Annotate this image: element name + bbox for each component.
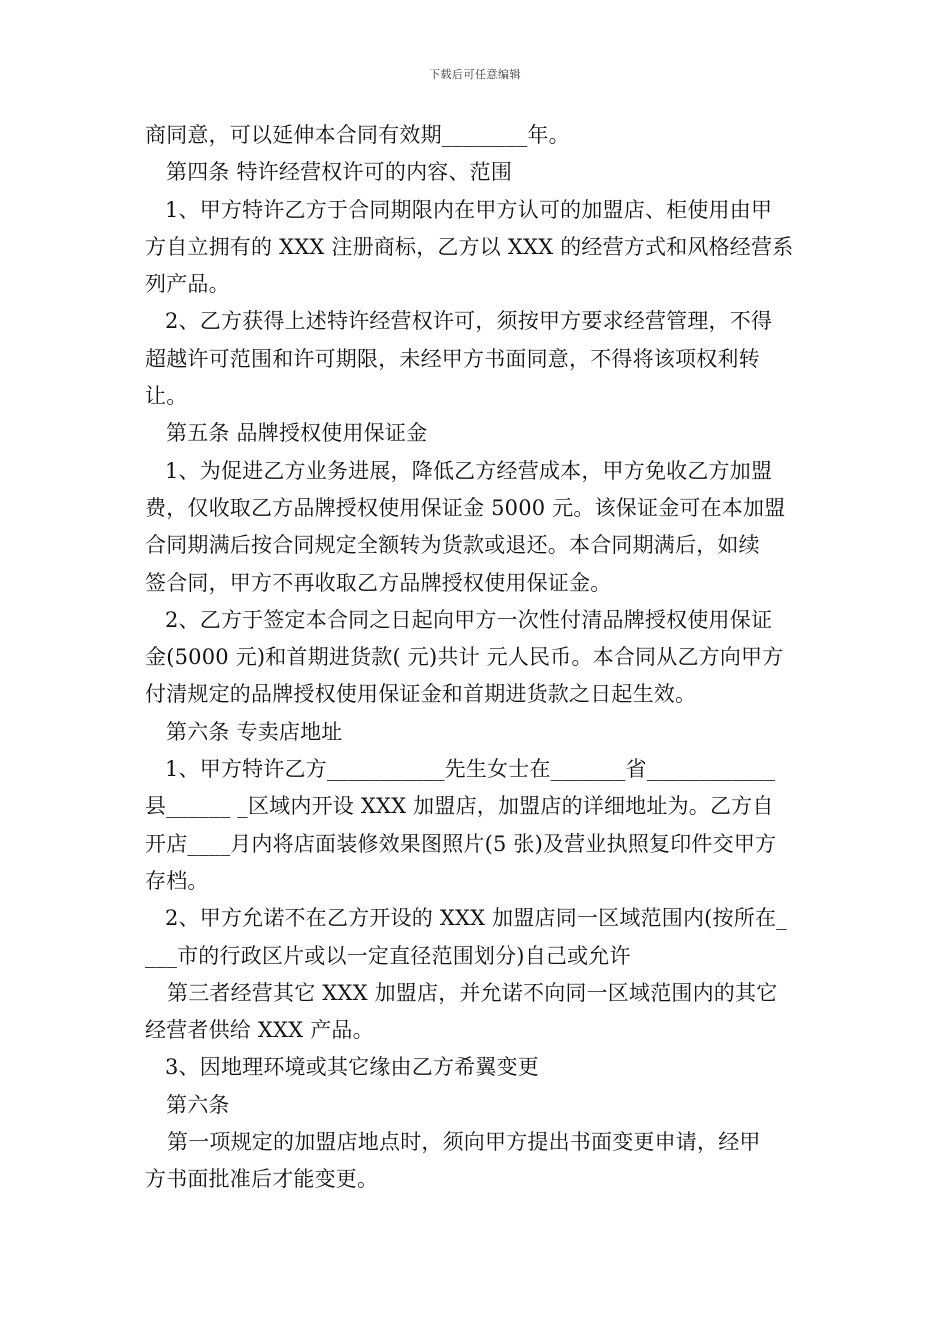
paragraph-line: 付清规定的品牌授权使用保证金和首期进货款之日起生效。 [145,682,697,707]
paragraph-line: 1、甲方特许乙方___________先生女士在_______省____________ [165,757,776,782]
paragraph-line: 2、乙方于签定本合同之日起向甲方一次性付清品牌授权使用保证 [165,607,773,632]
page-header-note: 下载后可任意编辑 [429,68,521,81]
document-body [145,117,810,1199]
paragraph-line: 超越许可范围和许可期限，未经甲方书面同意，不得将该项权利转 [145,346,760,371]
paragraph-line: 县______ _区域内开设 XXX 加盟店，加盟店的详细地址为。乙方自 [145,794,774,819]
paragraph-line: 费，仅收取乙方品牌授权使用保证金 5000 元。该保证金可在本加盟 [145,495,786,520]
paragraph-line: 让。 [145,384,188,409]
paragraph-line: 第三者经营其它 XXX 加盟店，并允诺不向同一区域范围内的其它 [167,980,778,1005]
paragraph-line: 3、因地理环境或其它缘由乙方希翼变更 [165,1055,539,1080]
section-heading: 第六条 专卖店地址 [166,719,343,744]
paragraph-line: 方自立拥有的 XXX 注册商标，乙方以 XXX 的经营方式和风格经营系 [145,234,794,259]
paragraph-line: 经营者供给 XXX 产品。 [145,1018,374,1043]
paragraph-line: 2、甲方允诺不在乙方开设的 XXX 加盟店同一区域范围内(按所在_ [165,906,787,931]
paragraph-line: 金(5000 元)和首期进货款( 元)共计 元人民币。本合同从乙方向甲方 [145,645,784,670]
section-heading: 第四条 特许经营权许可的内容、范围 [166,160,513,185]
section-heading: 第六条 [166,1092,230,1117]
paragraph-line: 1、甲方特许乙方于合同期限内在甲方认可的加盟店、柜使用由甲 [165,197,773,222]
paragraph-line: 1、为促进乙方业务进展，降低乙方经营成本，甲方免收乙方加盟 [165,458,773,483]
paragraph-line: 合同期满后按合同规定全额转为货款或退还。本合同期满后，如续 [145,533,760,558]
paragraph-line: 商同意，可以延伸本合同有效期________年。 [145,123,570,147]
paragraph-line: ___市的行政区片或以一定直径范围划分)自己或允许 [145,943,631,968]
paragraph-line: 存档。 [145,868,209,893]
paragraph-line: 2、乙方获得上述特许经营权许可，须按甲方要求经营管理，不得 [165,309,773,334]
paragraph-line: 列产品。 [145,272,230,297]
paragraph-line: 第一项规定的加盟店地点时，须向甲方提出书面变更申请，经甲 [167,1130,761,1155]
section-heading: 第五条 品牌授权使用保证金 [166,421,428,446]
paragraph-line: 开店____月内将店面装修效果图照片(5 张)及营业执照复印件交甲方 [145,831,777,856]
paragraph-line: 方书面批准后才能变更。 [145,1167,379,1192]
paragraph-line: 签合同，甲方不再收取乙方品牌授权使用保证金。 [145,570,612,595]
